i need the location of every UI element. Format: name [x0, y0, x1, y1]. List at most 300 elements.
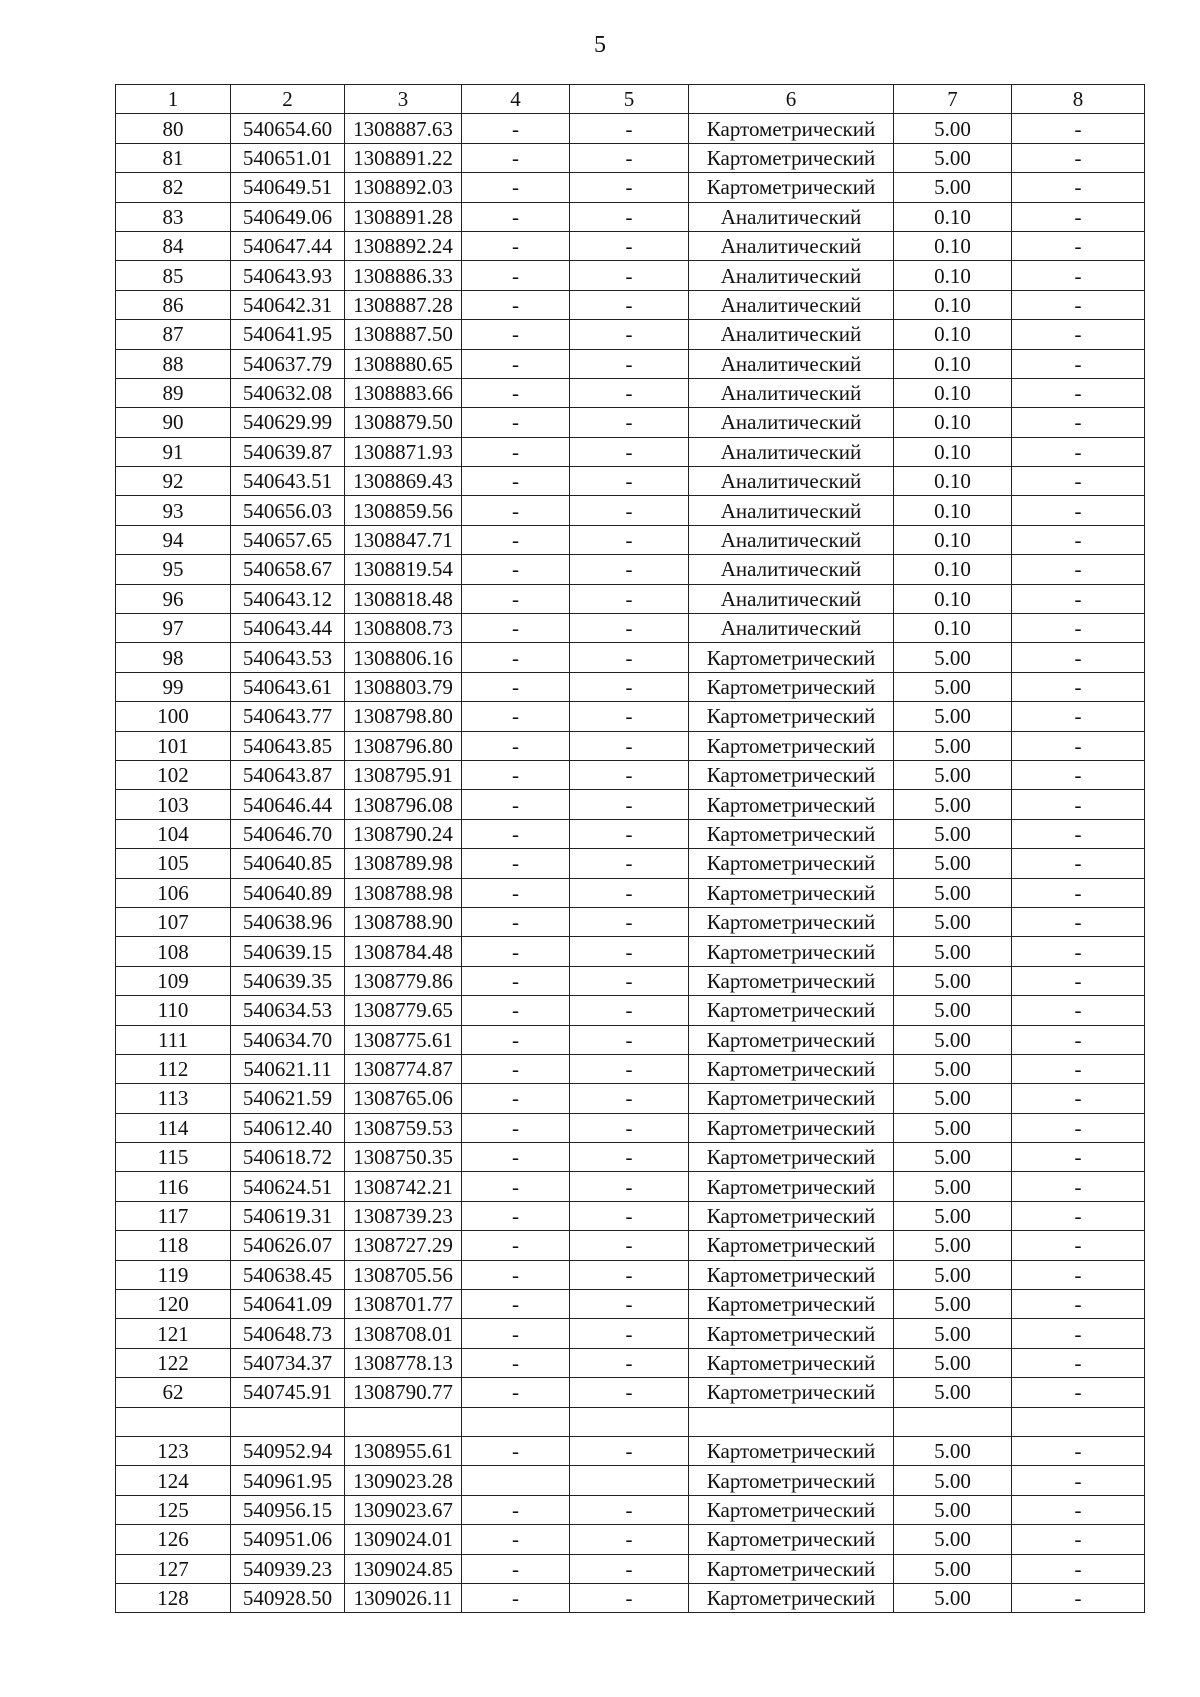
x-coordinate-cell: 540658.67 [231, 555, 345, 584]
point-number-cell: 81 [116, 143, 231, 172]
col4-cell: - [462, 1260, 570, 1289]
col4-cell: - [462, 878, 570, 907]
col5-cell: - [570, 790, 689, 819]
accuracy-cell: 5.00 [894, 672, 1012, 701]
method-cell: Картометрический [689, 819, 894, 848]
method-cell: Аналитический [689, 525, 894, 554]
col8-cell: - [1012, 1554, 1145, 1583]
y-coordinate-cell: 1308808.73 [345, 614, 462, 643]
method-cell: Картометрический [689, 1436, 894, 1465]
accuracy-cell: 0.10 [894, 320, 1012, 349]
col8-cell: - [1012, 849, 1145, 878]
col4-cell: - [462, 643, 570, 672]
point-number-cell: 83 [116, 202, 231, 231]
y-coordinate-cell: 1308880.65 [345, 349, 462, 378]
method-cell: Картометрический [689, 1554, 894, 1583]
col4-cell: - [462, 1113, 570, 1142]
col4-cell: - [462, 320, 570, 349]
method-cell: Аналитический [689, 320, 894, 349]
col5-cell: - [570, 555, 689, 584]
y-coordinate-cell: 1308789.98 [345, 849, 462, 878]
point-number-cell: 98 [116, 643, 231, 672]
col8-cell: - [1012, 1143, 1145, 1172]
method-cell: Картометрический [689, 731, 894, 760]
table-row [116, 878, 1145, 907]
point-number-cell: 86 [116, 290, 231, 319]
col8-cell: - [1012, 378, 1145, 407]
x-coordinate-cell: 540634.53 [231, 996, 345, 1025]
table-row [116, 1172, 1145, 1201]
col8-cell: - [1012, 555, 1145, 584]
y-coordinate-cell: 1308847.71 [345, 525, 462, 554]
method-cell: Картометрический [689, 1201, 894, 1230]
accuracy-cell: 5.00 [894, 878, 1012, 907]
col8-cell: - [1012, 584, 1145, 613]
col5-cell: - [570, 996, 689, 1025]
accuracy-cell: 5.00 [894, 1495, 1012, 1524]
col4-cell: - [462, 966, 570, 995]
x-coordinate-cell: 540647.44 [231, 231, 345, 260]
table-row [116, 1113, 1145, 1142]
col4-cell: - [462, 1201, 570, 1230]
x-coordinate-cell: 540639.15 [231, 937, 345, 966]
col5-cell: - [570, 819, 689, 848]
y-coordinate-cell: 1308778.13 [345, 1348, 462, 1377]
accuracy-cell: 5.00 [894, 1084, 1012, 1113]
table-header [116, 85, 1145, 114]
point-number-cell: 103 [116, 790, 231, 819]
x-coordinate-cell: 540956.15 [231, 1495, 345, 1524]
x-coordinate-cell: 540612.40 [231, 1113, 345, 1142]
method-cell: Картометрический [689, 996, 894, 1025]
y-coordinate-cell: 1308887.28 [345, 290, 462, 319]
col4-cell: - [462, 349, 570, 378]
method-cell: Аналитический [689, 496, 894, 525]
point-number-cell: 89 [116, 378, 231, 407]
col4-cell [462, 1407, 570, 1436]
table-row [116, 1201, 1145, 1230]
col5-cell: - [570, 760, 689, 789]
y-coordinate-cell: 1308779.65 [345, 996, 462, 1025]
col5-cell: - [570, 966, 689, 995]
table-row [116, 819, 1145, 848]
table-row [116, 290, 1145, 319]
point-number-cell: 114 [116, 1113, 231, 1142]
y-coordinate-cell: 1308765.06 [345, 1084, 462, 1113]
table-row [116, 1525, 1145, 1554]
table-row [116, 1143, 1145, 1172]
point-number-cell: 124 [116, 1466, 231, 1495]
col5-cell: - [570, 349, 689, 378]
point-number-cell: 118 [116, 1231, 231, 1260]
point-number-cell: 120 [116, 1290, 231, 1319]
y-coordinate-cell: 1309024.85 [345, 1554, 462, 1583]
accuracy-cell: 5.00 [894, 1201, 1012, 1230]
accuracy-cell: 5.00 [894, 1290, 1012, 1319]
accuracy-cell: 5.00 [894, 1025, 1012, 1054]
col5-cell: - [570, 1348, 689, 1377]
col8-cell: - [1012, 114, 1145, 143]
col8-cell: - [1012, 1025, 1145, 1054]
accuracy-cell: 5.00 [894, 1583, 1012, 1612]
x-coordinate-cell: 540646.70 [231, 819, 345, 848]
column-header: 1 [116, 85, 231, 114]
x-coordinate-cell: 540656.03 [231, 496, 345, 525]
accuracy-cell: 5.00 [894, 1319, 1012, 1348]
col5-cell: - [570, 907, 689, 936]
method-cell: Картометрический [689, 1260, 894, 1289]
col5-cell: - [570, 672, 689, 701]
accuracy-cell: 5.00 [894, 849, 1012, 878]
method-cell: Аналитический [689, 231, 894, 260]
col4-cell: - [462, 378, 570, 407]
col5-cell: - [570, 1172, 689, 1201]
col5-cell: - [570, 1143, 689, 1172]
table-row [116, 731, 1145, 760]
point-number-cell: 95 [116, 555, 231, 584]
table-row [116, 173, 1145, 202]
table-row [116, 849, 1145, 878]
accuracy-cell: 5.00 [894, 702, 1012, 731]
col8-cell: - [1012, 1495, 1145, 1524]
col8-cell: - [1012, 1436, 1145, 1465]
col4-cell: - [462, 437, 570, 466]
col4-cell: - [462, 1172, 570, 1201]
col8-cell: - [1012, 731, 1145, 760]
col5-cell: - [570, 261, 689, 290]
point-number-cell: 91 [116, 437, 231, 466]
col5-cell: - [570, 1025, 689, 1054]
method-cell: Картометрический [689, 643, 894, 672]
col5-cell: - [570, 1583, 689, 1612]
method-cell: Картометрический [689, 966, 894, 995]
x-coordinate-cell: 540632.08 [231, 378, 345, 407]
col5-cell: - [570, 1378, 689, 1407]
col5-cell: - [570, 496, 689, 525]
method-cell: Картометрический [689, 702, 894, 731]
y-coordinate-cell: 1308796.08 [345, 790, 462, 819]
method-cell: Аналитический [689, 261, 894, 290]
y-coordinate-cell: 1308879.50 [345, 408, 462, 437]
column-header: 7 [894, 85, 1012, 114]
table-row [116, 555, 1145, 584]
point-number-cell: 113 [116, 1084, 231, 1113]
method-cell: Картометрический [689, 1113, 894, 1142]
col4-cell: - [462, 1025, 570, 1054]
method-cell: Аналитический [689, 467, 894, 496]
col4-cell: - [462, 555, 570, 584]
x-coordinate-cell: 540634.70 [231, 1025, 345, 1054]
col8-cell: - [1012, 907, 1145, 936]
accuracy-cell: 5.00 [894, 907, 1012, 936]
point-number-cell: 123 [116, 1436, 231, 1465]
col4-cell: - [462, 1143, 570, 1172]
method-cell [689, 1407, 894, 1436]
y-coordinate-cell: 1308779.86 [345, 966, 462, 995]
col4-cell: - [462, 702, 570, 731]
col5-cell: - [570, 1260, 689, 1289]
table-row [116, 1025, 1145, 1054]
x-coordinate-cell: 540624.51 [231, 1172, 345, 1201]
table-row [116, 1436, 1145, 1465]
y-coordinate-cell [345, 1407, 462, 1436]
y-coordinate-cell: 1308775.61 [345, 1025, 462, 1054]
col5-cell: - [570, 731, 689, 760]
accuracy-cell: 5.00 [894, 173, 1012, 202]
col4-cell: - [462, 173, 570, 202]
y-coordinate-cell: 1308750.35 [345, 1143, 462, 1172]
x-coordinate-cell: 540643.87 [231, 760, 345, 789]
x-coordinate-cell: 540951.06 [231, 1525, 345, 1554]
point-number-cell: 112 [116, 1054, 231, 1083]
col5-cell: - [570, 408, 689, 437]
col4-cell: - [462, 1583, 570, 1612]
point-number-cell: 82 [116, 173, 231, 202]
accuracy-cell: 0.10 [894, 408, 1012, 437]
method-cell: Картометрический [689, 1143, 894, 1172]
y-coordinate-cell: 1308774.87 [345, 1054, 462, 1083]
table-row [116, 584, 1145, 613]
point-number-cell: 116 [116, 1172, 231, 1201]
accuracy-cell: 5.00 [894, 996, 1012, 1025]
x-coordinate-cell: 540618.72 [231, 1143, 345, 1172]
col4-cell: - [462, 496, 570, 525]
point-number-cell: 80 [116, 114, 231, 143]
col4-cell: - [462, 1231, 570, 1260]
x-coordinate-cell: 540649.06 [231, 202, 345, 231]
x-coordinate-cell: 540961.95 [231, 1466, 345, 1495]
y-coordinate-cell: 1308796.80 [345, 731, 462, 760]
table-row [116, 1554, 1145, 1583]
table-row [116, 1407, 1145, 1436]
col4-cell: - [462, 114, 570, 143]
accuracy-cell: 0.10 [894, 614, 1012, 643]
point-number-cell: 85 [116, 261, 231, 290]
col8-cell: - [1012, 937, 1145, 966]
col8-cell: - [1012, 1290, 1145, 1319]
x-coordinate-cell: 540643.51 [231, 467, 345, 496]
col5-cell: - [570, 643, 689, 672]
col4-cell: - [462, 937, 570, 966]
table-row [116, 790, 1145, 819]
accuracy-cell: 5.00 [894, 1378, 1012, 1407]
col4-cell: - [462, 672, 570, 701]
col4-cell: - [462, 996, 570, 1025]
y-coordinate-cell: 1308887.50 [345, 320, 462, 349]
accuracy-cell: 5.00 [894, 731, 1012, 760]
x-coordinate-cell: 540619.31 [231, 1201, 345, 1230]
y-coordinate-cell: 1308891.22 [345, 143, 462, 172]
col8-cell: - [1012, 966, 1145, 995]
y-coordinate-cell: 1308701.77 [345, 1290, 462, 1319]
col5-cell: - [570, 467, 689, 496]
col4-cell: - [462, 584, 570, 613]
table-row [116, 614, 1145, 643]
x-coordinate-cell: 540637.79 [231, 349, 345, 378]
col4-cell: - [462, 525, 570, 554]
col5-cell: - [570, 437, 689, 466]
col5-cell [570, 1407, 689, 1436]
point-number-cell: 107 [116, 907, 231, 936]
method-cell: Картометрический [689, 1378, 894, 1407]
x-coordinate-cell: 540639.35 [231, 966, 345, 995]
col5-cell: - [570, 702, 689, 731]
x-coordinate-cell: 540643.93 [231, 261, 345, 290]
col5-cell: - [570, 878, 689, 907]
x-coordinate-cell: 540648.73 [231, 1319, 345, 1348]
method-cell: Картометрический [689, 878, 894, 907]
method-cell: Картометрический [689, 1525, 894, 1554]
x-coordinate-cell: 540643.12 [231, 584, 345, 613]
method-cell: Аналитический [689, 614, 894, 643]
col8-cell: - [1012, 525, 1145, 554]
header-row [116, 85, 1145, 114]
point-number-cell: 90 [116, 408, 231, 437]
point-number-cell: 84 [116, 231, 231, 260]
accuracy-cell: 5.00 [894, 819, 1012, 848]
table-row [116, 437, 1145, 466]
col8-cell: - [1012, 467, 1145, 496]
x-coordinate-cell: 540734.37 [231, 1348, 345, 1377]
col4-cell: - [462, 1378, 570, 1407]
accuracy-cell: 0.10 [894, 231, 1012, 260]
table-row [116, 525, 1145, 554]
accuracy-cell: 5.00 [894, 1348, 1012, 1377]
y-coordinate-cell: 1308891.28 [345, 202, 462, 231]
point-number-cell: 126 [116, 1525, 231, 1554]
y-coordinate-cell: 1309024.01 [345, 1525, 462, 1554]
y-coordinate-cell: 1308790.77 [345, 1378, 462, 1407]
y-coordinate-cell: 1308892.24 [345, 231, 462, 260]
accuracy-cell: 5.00 [894, 1231, 1012, 1260]
col8-cell: - [1012, 143, 1145, 172]
table-row [116, 1054, 1145, 1083]
col8-cell: - [1012, 290, 1145, 319]
x-coordinate-cell: 540657.65 [231, 525, 345, 554]
y-coordinate-cell: 1308739.23 [345, 1201, 462, 1230]
x-coordinate-cell: 540621.11 [231, 1054, 345, 1083]
method-cell: Аналитический [689, 408, 894, 437]
point-number-cell: 97 [116, 614, 231, 643]
col8-cell: - [1012, 760, 1145, 789]
accuracy-cell: 0.10 [894, 496, 1012, 525]
y-coordinate-cell: 1308727.29 [345, 1231, 462, 1260]
point-number-cell: 96 [116, 584, 231, 613]
y-coordinate-cell: 1308798.80 [345, 702, 462, 731]
x-coordinate-cell: 540643.77 [231, 702, 345, 731]
col8-cell: - [1012, 261, 1145, 290]
table-row [116, 261, 1145, 290]
col4-cell: - [462, 614, 570, 643]
col5-cell: - [570, 1436, 689, 1465]
col4-cell: - [462, 1319, 570, 1348]
point-number-cell: 92 [116, 467, 231, 496]
col5-cell: - [570, 1495, 689, 1524]
point-number-cell: 106 [116, 878, 231, 907]
col5-cell: - [570, 114, 689, 143]
y-coordinate-cell: 1308818.48 [345, 584, 462, 613]
col5-cell: - [570, 937, 689, 966]
table-body [116, 114, 1145, 1613]
col4-cell: - [462, 1495, 570, 1524]
col8-cell: - [1012, 349, 1145, 378]
method-cell: Картометрический [689, 907, 894, 936]
point-number-cell: 102 [116, 760, 231, 789]
col4-cell: - [462, 907, 570, 936]
col8-cell: - [1012, 1113, 1145, 1142]
col8-cell: - [1012, 1466, 1145, 1495]
accuracy-cell: 0.10 [894, 437, 1012, 466]
point-number-cell: 88 [116, 349, 231, 378]
y-coordinate-cell: 1308788.90 [345, 907, 462, 936]
table-row [116, 143, 1145, 172]
table-row [116, 1260, 1145, 1289]
table-row [116, 1495, 1145, 1524]
y-coordinate-cell: 1308819.54 [345, 555, 462, 584]
table-row [116, 996, 1145, 1025]
y-coordinate-cell: 1308759.53 [345, 1113, 462, 1142]
accuracy-cell: 5.00 [894, 966, 1012, 995]
col5-cell: - [570, 1201, 689, 1230]
y-coordinate-cell: 1308795.91 [345, 760, 462, 789]
col8-cell: - [1012, 437, 1145, 466]
col4-cell: - [462, 290, 570, 319]
x-coordinate-cell: 540621.59 [231, 1084, 345, 1113]
col4-cell: - [462, 790, 570, 819]
point-number-cell: 87 [116, 320, 231, 349]
y-coordinate-cell: 1308790.24 [345, 819, 462, 848]
col8-cell: - [1012, 173, 1145, 202]
x-coordinate-cell: 540643.85 [231, 731, 345, 760]
y-coordinate-cell: 1308892.03 [345, 173, 462, 202]
table-row [116, 408, 1145, 437]
y-coordinate-cell: 1308788.98 [345, 878, 462, 907]
table-row [116, 1466, 1145, 1495]
accuracy-cell: 0.10 [894, 525, 1012, 554]
accuracy-cell: 5.00 [894, 1436, 1012, 1465]
point-number-cell: 93 [116, 496, 231, 525]
point-number-cell: 101 [116, 731, 231, 760]
method-cell: Картометрический [689, 1054, 894, 1083]
col4-cell: - [462, 1054, 570, 1083]
col4-cell: - [462, 1525, 570, 1554]
col8-cell: - [1012, 1348, 1145, 1377]
y-coordinate-cell: 1308883.66 [345, 378, 462, 407]
accuracy-cell: 5.00 [894, 1172, 1012, 1201]
accuracy-cell: 5.00 [894, 1554, 1012, 1583]
col8-cell: - [1012, 1054, 1145, 1083]
method-cell: Картометрический [689, 1290, 894, 1319]
x-coordinate-cell: 540651.01 [231, 143, 345, 172]
col8-cell: - [1012, 1378, 1145, 1407]
method-cell: Картометрический [689, 1231, 894, 1260]
table-row [116, 643, 1145, 672]
col5-cell: - [570, 1554, 689, 1583]
col4-cell: - [462, 202, 570, 231]
col5-cell: - [570, 1231, 689, 1260]
col8-cell: - [1012, 408, 1145, 437]
accuracy-cell: 5.00 [894, 1143, 1012, 1172]
point-number-cell: 127 [116, 1554, 231, 1583]
col8-cell: - [1012, 643, 1145, 672]
col8-cell: - [1012, 702, 1145, 731]
method-cell: Картометрический [689, 1348, 894, 1377]
col5-cell: - [570, 320, 689, 349]
x-coordinate-cell: 540640.89 [231, 878, 345, 907]
method-cell: Картометрический [689, 114, 894, 143]
col8-cell: - [1012, 1319, 1145, 1348]
table-row [116, 672, 1145, 701]
